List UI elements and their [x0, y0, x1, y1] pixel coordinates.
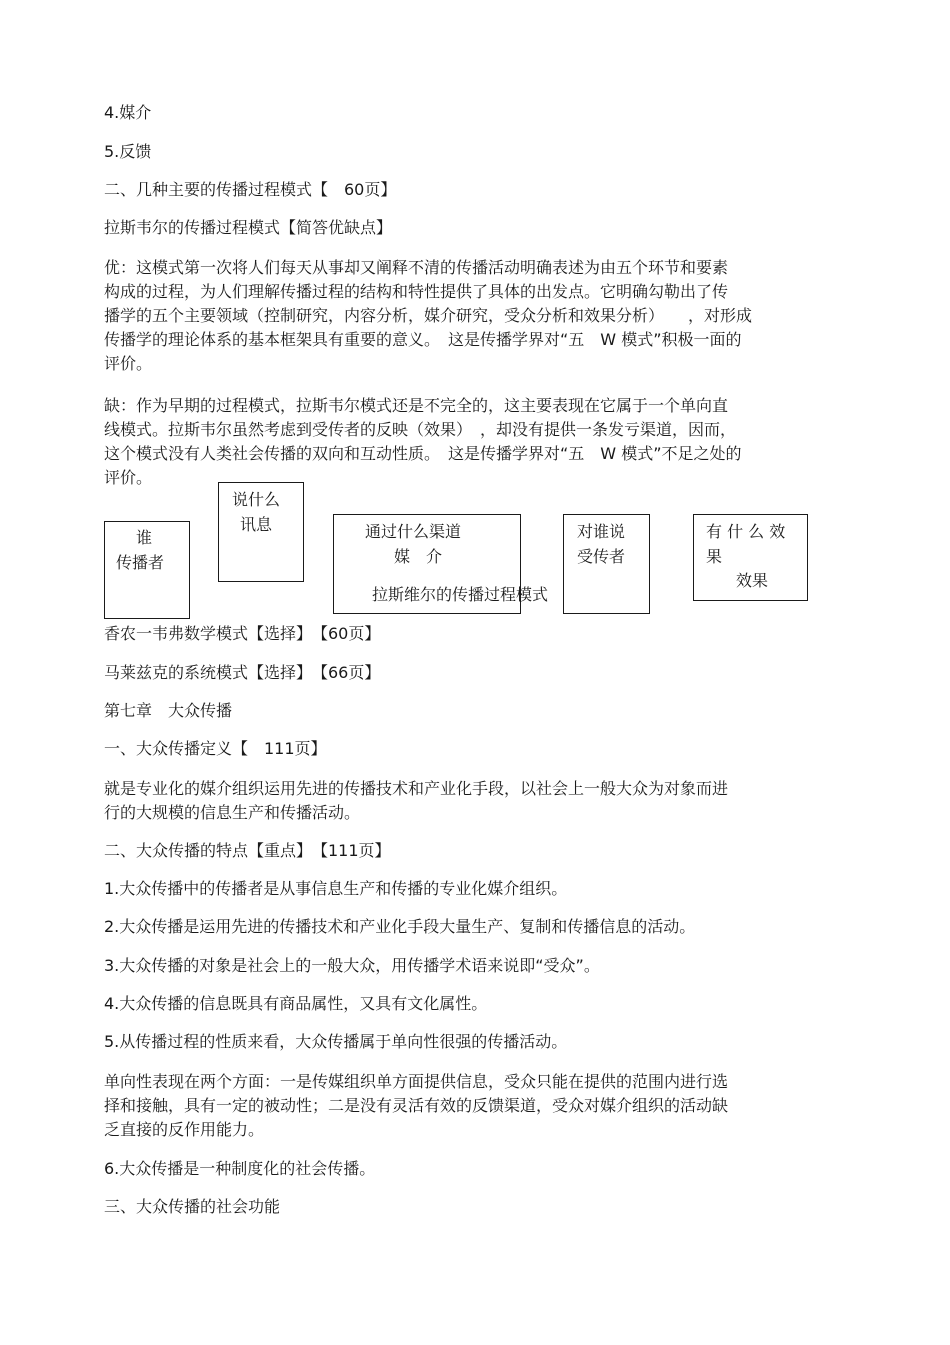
box-label: 媒 介 [394, 547, 443, 566]
feature-item-1: 1.大众传播中的传播者是从事信息生产和传播的专业化媒介组织。 [104, 879, 568, 898]
box-label: 传播者 [116, 553, 165, 572]
text-line: 行的大规模的信息生产和传播活动。 [104, 803, 361, 822]
subheading-lasswell: 拉斯韦尔的传播过程模式【简答优缺点】 [104, 218, 393, 237]
functions-heading: 三、大众传播的社会功能 [104, 1197, 281, 1216]
definition-heading: 一、大众传播定义【 111页】 [104, 739, 327, 758]
text-line: 评价。 [104, 468, 153, 487]
text-line: 评价。 [104, 354, 153, 373]
paragraph-disadvantages [104, 394, 742, 490]
text-line: 线模式。拉斯韦尔虽然考虑到受传者的反映（效果） ，却没有提供一条发亏渠道，因而， [104, 420, 737, 439]
box-communicator [104, 521, 190, 619]
box-label: 对谁说 [577, 522, 626, 541]
features-heading: 二、大众传播的特点【重点】 【111页】 [104, 841, 391, 860]
feature-item-3: 3.大众传播的对象是社会上的一般大众，用传播学术语来说即“受众”。 [104, 956, 600, 975]
text-line: 播学的五个主要领域（控制研究，内容分析，媒介研究，受众分析和效果分析） ，对形成 [104, 306, 753, 325]
box-label: 谁 [136, 528, 153, 547]
chapter-title: 第七章 大众传播 [104, 701, 233, 720]
text-line: 乏直接的反作用能力。 [104, 1120, 265, 1139]
box-label: 通过什么渠道 [365, 522, 462, 541]
feature-item-6: 6.大众传播是一种制度化的社会传播。 [104, 1159, 376, 1178]
section-heading: 二、几种主要的传播过程模式【 60页】 [104, 180, 397, 199]
text-line: 就是专业化的媒介组织运用先进的传播技术和产业化手段，以社会上一般大众为对象而进 [104, 779, 729, 798]
box-label: 果 [706, 547, 723, 566]
list-item-5: 5.反馈 [104, 142, 152, 161]
paragraph-one-way [104, 1070, 728, 1142]
text-line: 缺：作为早期的过程模式，拉斯韦尔模式还是不完全的，这主要表现在它属于一个单向直 [104, 396, 729, 415]
text-line: 优：这模式第一次将人们每天从事却又阐释不清的传播活动明确表述为由五个环节和要素 [104, 258, 729, 277]
box-label: 说什么 [232, 490, 281, 509]
feature-item-2: 2.大众传播是运用先进的传播技术和产业化手段大量生产、复制和传播信息的活动。 [104, 917, 696, 936]
text-line: 择和接触，具有一定的被动性；二是没有灵活有效的反馈渠道，受众对媒介组织的活动缺 [104, 1096, 729, 1115]
maletzke-line: 马莱兹克的系统模式【选择】 【66页】 [104, 663, 381, 682]
box-message [218, 482, 304, 582]
feature-item-5: 5.从传播过程的性质来看，大众传播属于单向性很强的传播活动。 [104, 1032, 568, 1051]
text-line: 这个模式没有人类社会传播的双向和互动性质。 这是传播学界对“五 W 模式”不足之处的 [104, 444, 742, 463]
box-audience [563, 514, 650, 614]
paragraph-definition [104, 777, 728, 825]
box-label: 有 什 么 效 [706, 522, 786, 541]
text-line: 单向性表现在两个方面：一是传媒组织单方面提供信息，受众只能在提供的范围内进行选 [104, 1072, 729, 1091]
box-effect [693, 514, 808, 601]
diagram-caption: 拉斯维尔的传播过程模式 [372, 585, 549, 604]
text-line: 传播学的理论体系的基本框架具有重要的意义。 这是传播学界对“五 W 模式”积极一面的 [104, 330, 742, 349]
list-item-4: 4.媒介 [104, 103, 152, 122]
paragraph-advantages [104, 256, 752, 376]
feature-item-4: 4.大众传播的信息既具有商品属性，又具有文化属性。 [104, 994, 488, 1013]
box-label: 受传者 [577, 547, 626, 566]
shannon-weaver-line: 香农一韦弗数学模式【选择】 【60页】 [104, 624, 381, 643]
box-label: 效果 [736, 571, 769, 590]
text-line: 构成的过程，为人们理解传播过程的结构和特性提供了具体的出发点。它明确勾勒出了传 [104, 282, 729, 301]
box-label: 讯息 [240, 515, 273, 534]
